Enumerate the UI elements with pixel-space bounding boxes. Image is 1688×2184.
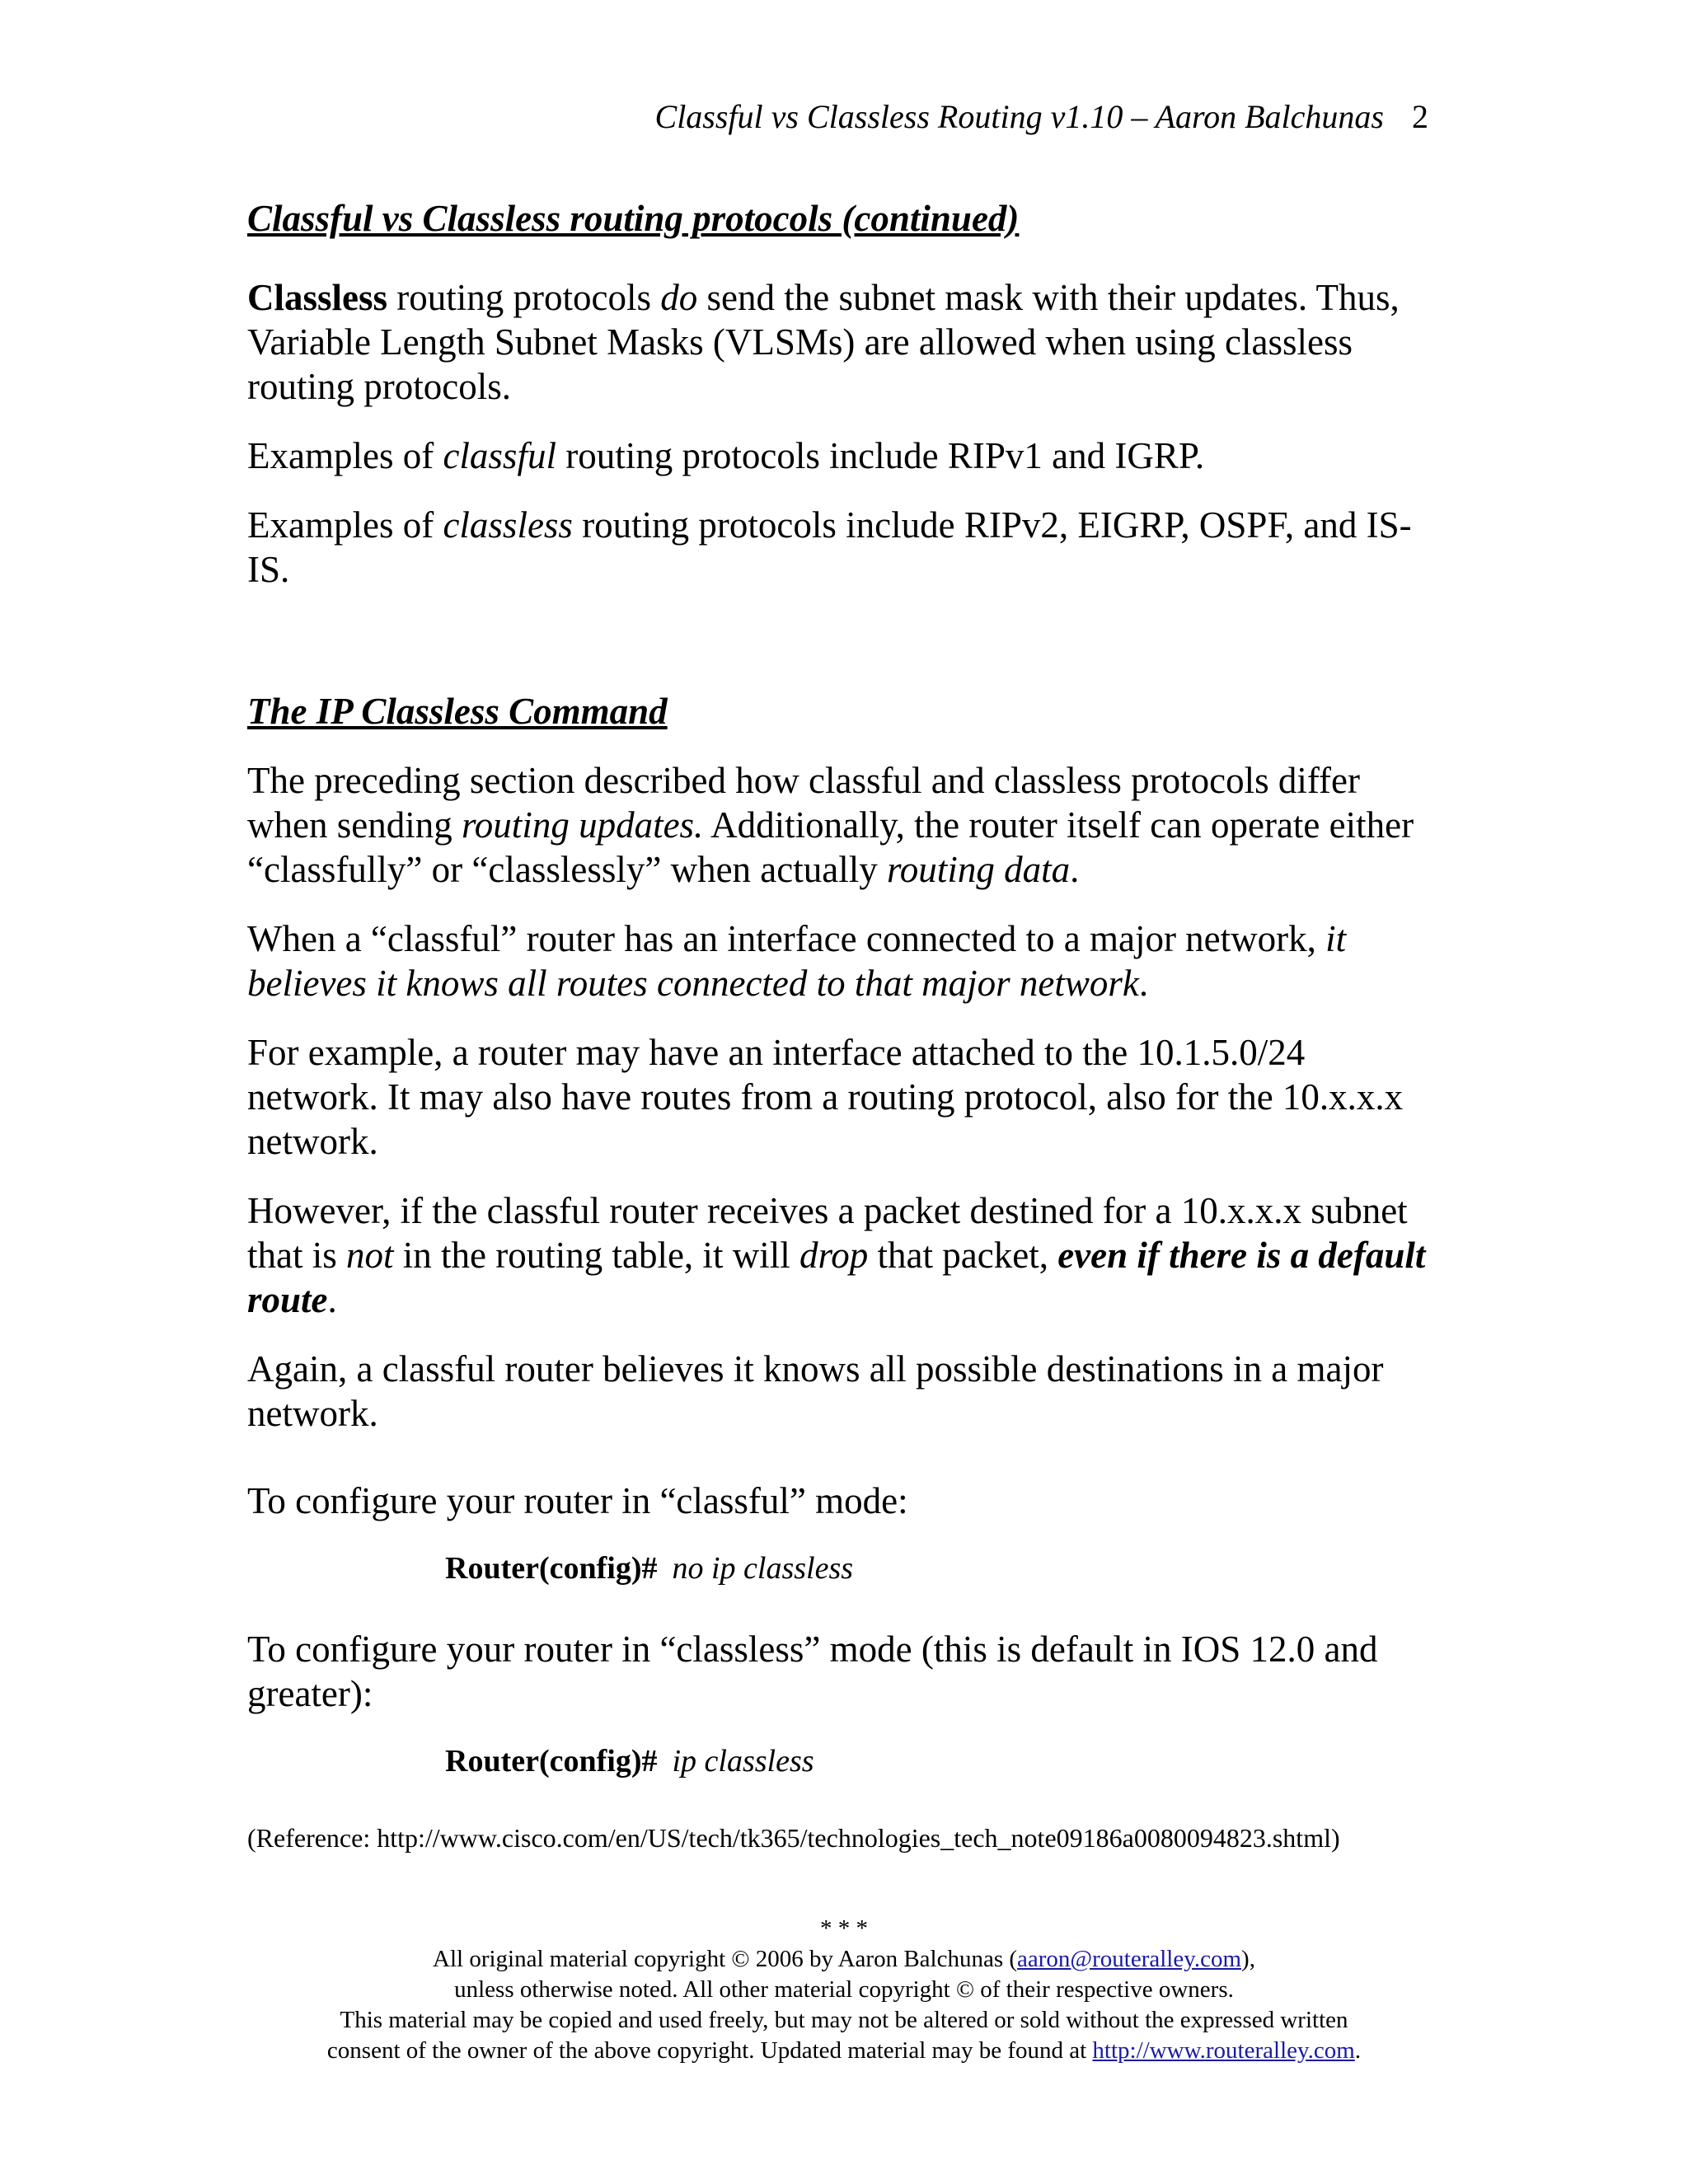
paragraph-drop-packet: [247, 1188, 1442, 1322]
cli-command: ip classless: [672, 1744, 814, 1779]
text-run: consent of the owner of the above copyright. Updated material may be found at: [326, 2037, 1093, 2064]
text-run: .: [1070, 849, 1080, 890]
text-run: .: [1354, 2037, 1362, 2064]
text-run: All original material copyright © 2006 by Aaron Balchunas (: [433, 1946, 1018, 1972]
footer-line-2: unless otherwise noted. All other material copyright © of their respective owners.: [454, 1976, 1234, 2003]
italic-run: drop: [799, 1235, 869, 1276]
text-run: Examples of: [247, 504, 443, 546]
text-run: Additionally, the router itself can operate either “classfully” or “classlessly” when actually: [247, 804, 1414, 890]
paragraph-again-classful: Again, a classful router believes it knows all possible destinations in a major network.: [247, 1348, 1384, 1434]
cli-no-ip-classless: [445, 1548, 1442, 1589]
footer-line-1: [0, 1944, 1688, 1975]
section-heading-classful-vs-classless: Classful vs Classless routing protocols (continued): [247, 198, 1020, 239]
footer-line-4: [0, 2036, 1688, 2066]
italic-run: routing updates.: [461, 804, 704, 846]
italic-run: not: [346, 1235, 394, 1276]
cli-command: no ip classless: [672, 1551, 854, 1586]
text-run: However, if the classful router receives a packet destined for a 10.x.x.x subnet that is: [247, 1190, 1408, 1276]
text-run: that packet,: [868, 1235, 1058, 1276]
text-run: .: [327, 1279, 337, 1320]
paragraph-configure-classless: To configure your router in “classless” mode (this is default in IOS 12.0 and greater):: [247, 1629, 1378, 1714]
email-link[interactable]: aaron@routeralley.com: [1017, 1946, 1242, 1972]
running-title: Classful vs Classless Routing v1.10 – Aaron Balchunas: [654, 98, 1384, 135]
paragraph-classless-definition: [247, 275, 1442, 409]
paragraph-preceding-section: [247, 758, 1442, 892]
bold-term: Classless: [247, 277, 388, 318]
italic-run: do: [660, 277, 698, 318]
text-run: routing protocols include RIPv1 and IGRP.: [556, 435, 1205, 476]
paragraph-example-interface: For example, a router may have an interface attached to the 10.1.5.0/24 network. It may also have routes from a routing protocol, also for the 10.x.x.x network.: [247, 1032, 1404, 1162]
italic-run: classful: [443, 435, 556, 476]
text-run: in the routing table, it will: [393, 1235, 799, 1276]
running-header: [655, 97, 1428, 136]
paragraph-classful-router: [247, 916, 1442, 1005]
text-run: routing protocols include RIPv2, EIGRP, OSPF, and IS-IS.: [247, 504, 1412, 590]
cli-ip-classless: [445, 1741, 1442, 1782]
italic-run: classless: [443, 504, 573, 546]
text-run: routing protocols: [387, 277, 661, 318]
text-run: Examples of: [247, 435, 443, 476]
paragraph-classless-examples: [247, 503, 1442, 592]
paragraph-classful-examples: [247, 434, 1442, 478]
paragraph-configure-classful: To configure your router in “classful” mode:: [247, 1480, 908, 1521]
page-content: [247, 196, 1442, 1854]
italic-run: it believes it knows all routes connected to that major network: [247, 918, 1347, 1004]
text-run: .: [1138, 963, 1149, 1004]
text-run: The preceding section described how classful and classless protocols differ when sending: [247, 760, 1360, 846]
bold-italic-run: even if there is a default route: [247, 1235, 1426, 1320]
website-link[interactable]: http://www.routeralley.com: [1092, 2037, 1355, 2064]
footer-separator: * * *: [820, 1915, 868, 1942]
italic-run: routing data: [886, 849, 1071, 890]
text-run: When a “classful” router has an interface connected to a major network,: [247, 918, 1326, 959]
text-run: ),: [1241, 1946, 1255, 1972]
text-run: send the subnet mask with their updates. Thus, Variable Length Subnet Masks (VLSMs) are allowed when using classless routing protocols.: [247, 277, 1400, 407]
cli-prompt: Router(config)#: [445, 1551, 658, 1586]
footer-line-3: This material may be copied and used freely, but may not be altered or sold without the expressed written: [340, 2007, 1348, 2033]
page-number: 2: [1412, 98, 1428, 135]
cli-prompt: Router(config)#: [445, 1744, 658, 1779]
section-heading-ip-classless: The IP Classless Command: [247, 691, 668, 732]
reference-line: (Reference: http://www.cisco.com/en/US/tech/tk365/technologies_tech_note09186a0080094823.shtml): [247, 1823, 1340, 1853]
copyright-footer: [0, 1914, 1688, 2066]
